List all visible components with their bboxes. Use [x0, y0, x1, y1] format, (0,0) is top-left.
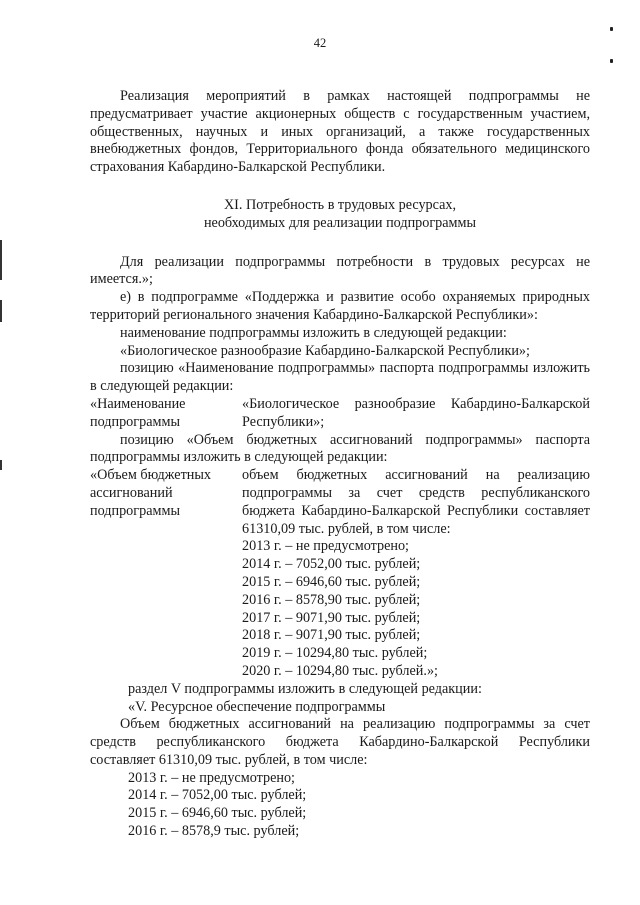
paragraph-volume: позицию «Объем бюджетных ассигнований подпрограммы» паспорта подпрограммы изложить в следующей редакции:	[90, 431, 590, 466]
passport-name-row	[90, 396, 590, 432]
section-v-year-line: 2015 г. – 6946,60 тыс. рублей;	[128, 805, 307, 822]
scan-edge	[0, 460, 2, 470]
passport-year-line: 2020 г. – 10294,80 тыс. рублей.»;	[242, 662, 438, 679]
heading-line-1: XI. Потребность в трудовых ресурсах,	[223, 196, 457, 213]
paragraph-labor: Для реализации подпрограммы потребности в трудовых ресурсах не имеется.»;	[90, 253, 590, 288]
paragraph-intro: Реализация мероприятий в рамках настоящей подпрограммы не предусматривает участие акционерных обществ с государственным участием, общественных, научных и иных организаций, а также государственных внебюджетных фондов, Территориального фонда обязательного медицинского страхования Кабардино-Балкарской Республики.	[90, 88, 590, 176]
passport-year-line: 2017 г. – 9071,90 тыс. рублей;	[242, 609, 421, 626]
passport-volume-row	[90, 467, 590, 681]
document-body	[90, 88, 590, 841]
passport-year-line: 2018 г. – 9071,90 тыс. рублей;	[242, 627, 421, 644]
passport-volume-value: объем бюджетных ассигнований на реализацию подпрограммы за счет средств республиканского бюджета Кабардино-Балкарской Республики составляет 61310,09 тыс. рублей, в том числе:	[242, 467, 590, 537]
section-v-title: «V. Ресурсное обеспечение подпрограммы	[128, 698, 386, 715]
section-v-year-line: 2013 г. – не предусмотрено;	[128, 769, 295, 786]
section-v-year-line: 2014 г. – 7052,00 тыс. рублей;	[128, 787, 307, 804]
scan-edge	[0, 300, 2, 322]
paragraph-name-intro: наименование подпрограммы изложить в следующей редакции:	[120, 324, 507, 341]
passport-name-label: «Наименование подпрограммы	[90, 395, 186, 430]
scan-speck	[610, 59, 613, 63]
passport-year-line: 2016 г. – 8578,90 тыс. рублей;	[242, 591, 421, 608]
passport-name-value: «Биологическое разнообразие Кабардино-Балкарской Республики»;	[242, 395, 590, 430]
passport-year-line: 2014 г. – 7052,00 тыс. рублей;	[242, 556, 421, 573]
section-heading	[90, 197, 590, 233]
passport-year-line: 2015 г. – 6946,60 тыс. рублей;	[242, 573, 421, 590]
passport-year-line: 2013 г. – не предусмотрено;	[242, 538, 409, 555]
paragraph-section-v-body: Объем бюджетных ассигнований на реализацию подпрограммы за счет средств республиканского бюджета Кабардино-Балкарской Республики составляет 61310,09 тыс. рублей, в том числе:	[90, 716, 590, 768]
scan-speck	[610, 27, 613, 31]
heading-line-2: необходимых для реализации подпрограммы	[203, 214, 477, 231]
paragraph-subprogram-e: е) в подпрограмме «Поддержка и развитие особо охраняемых природных территорий регионального значения Кабардино-Балкарской Республики»:	[90, 289, 590, 323]
paragraph-name-value: «Биологическое разнообразие Кабардино-Балкарской Республики»;	[120, 342, 530, 359]
scan-edge	[0, 240, 2, 280]
passport-volume-label: «Объем бюджетных ассигнований подпрограммы	[90, 467, 212, 519]
passport-year-line: 2019 г. – 10294,80 тыс. рублей;	[242, 645, 428, 662]
paragraph-position: позицию «Наименование подпрограммы» паспорта подпрограммы изложить в следующей редакции:	[90, 360, 590, 395]
paragraph-section-v: раздел V подпрограммы изложить в следующей редакции:	[128, 680, 482, 697]
page-number: 42	[313, 36, 327, 50]
section-v-year-line: 2016 г. – 8578,9 тыс. рублей;	[128, 823, 300, 840]
